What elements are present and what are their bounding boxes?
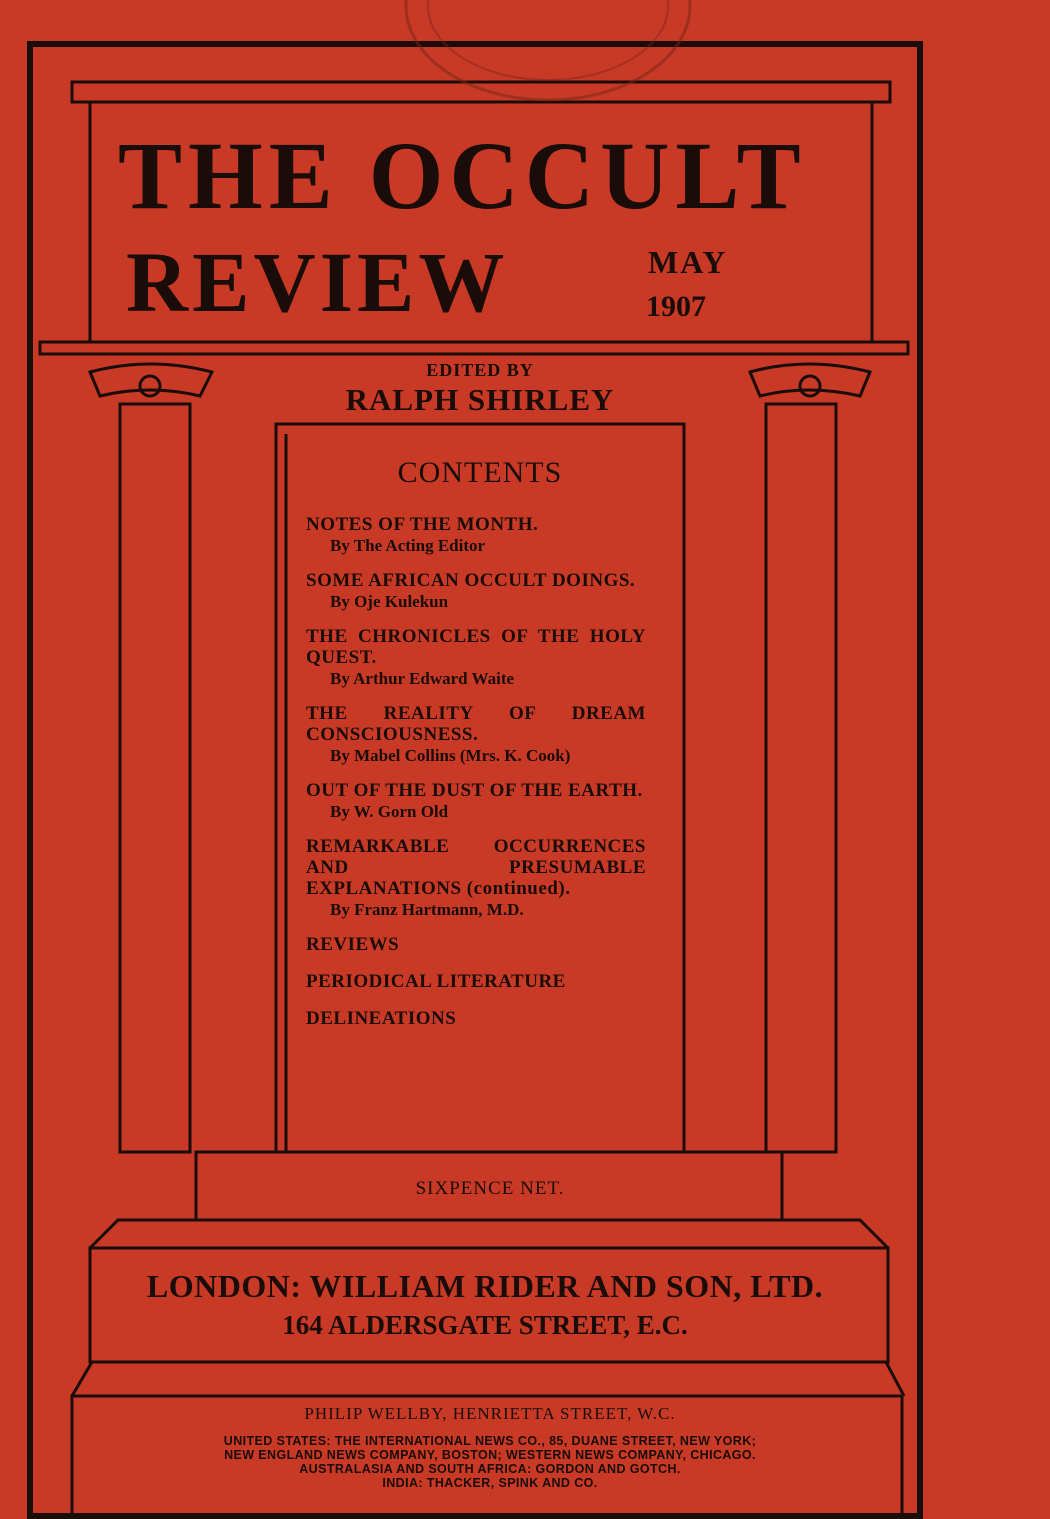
contents-item-author: By The Acting Editor [330, 536, 486, 555]
issue-year: 1907 [646, 290, 706, 323]
contents-item-title: THE CHRONICLES OF THE HOLY QUEST. [306, 626, 646, 668]
footer-distributor-line: AUSTRALASIA AND SOUTH AFRICA: GORDON AND GOTCH. [299, 1462, 681, 1476]
issue-month: MAY [648, 244, 728, 280]
contents-item-author: By Arthur Edward Waite [330, 669, 515, 688]
price-label: SIXPENCE NET. [415, 1178, 565, 1199]
contents-item-title: REVIEWS [306, 934, 400, 955]
contents-item-author: By W. Gorn Old [330, 802, 449, 821]
magazine-title-line-2: REVIEW [126, 234, 509, 330]
contents-heading: CONTENTS [397, 456, 563, 489]
footer-distributor-line: UNITED STATES: THE INTERNATIONAL NEWS CO., 85, DUANE STREET, NEW YORK; [223, 1434, 757, 1448]
publisher-address: 164 ALDERSGATE STREET, E.C. [282, 1310, 688, 1340]
contents-item-title: SOME AFRICAN OCCULT DOINGS. [306, 570, 636, 591]
contents-item [306, 836, 646, 920]
contents-item [306, 1008, 646, 1029]
publisher-name: LONDON: WILLIAM RIDER AND SON, LTD. [146, 1268, 824, 1304]
contents-item-author: By Franz Hartmann, M.D. [330, 900, 524, 919]
footer-agent: PHILIP WELLBY, HENRIETTA STREET, W.C. [304, 1404, 676, 1423]
contents-item-title: REMARKABLE OCCURRENCES AND PRESUMABLE EXPLANATIONS (continued). [306, 836, 646, 899]
contents-item [306, 971, 646, 992]
contents-item [306, 780, 646, 822]
contents-item [306, 514, 646, 556]
contents-item-title: THE REALITY OF DREAM CONSCIOUSNESS. [306, 703, 646, 745]
table-of-contents [306, 514, 646, 1045]
footer-distributor-line: NEW ENGLAND NEWS COMPANY, BOSTON; WESTERN NEWS COMPANY, CHICAGO. [224, 1448, 756, 1462]
contents-item [306, 934, 646, 955]
contents-item-title: DELINEATIONS [306, 1008, 457, 1029]
edited-by-label: EDITED BY [426, 360, 534, 380]
library-stamp [398, 0, 698, 104]
editor-name: RALPH SHIRLEY [345, 382, 615, 417]
contents-item-title: NOTES OF THE MONTH. [306, 514, 539, 535]
contents-item-title: OUT OF THE DUST OF THE EARTH. [306, 780, 643, 801]
magazine-title-line-1: THE OCCULT [118, 122, 807, 229]
contents-item-author: By Oje Kulekun [330, 592, 449, 611]
contents-item [306, 626, 646, 689]
contents-item [306, 570, 646, 612]
contents-item-title: PERIODICAL LITERATURE [306, 971, 566, 992]
footer-distributor-line: INDIA: THACKER, SPINK AND CO. [382, 1476, 598, 1490]
contents-item-author: By Mabel Collins (Mrs. K. Cook) [330, 746, 571, 765]
contents-item [306, 703, 646, 766]
